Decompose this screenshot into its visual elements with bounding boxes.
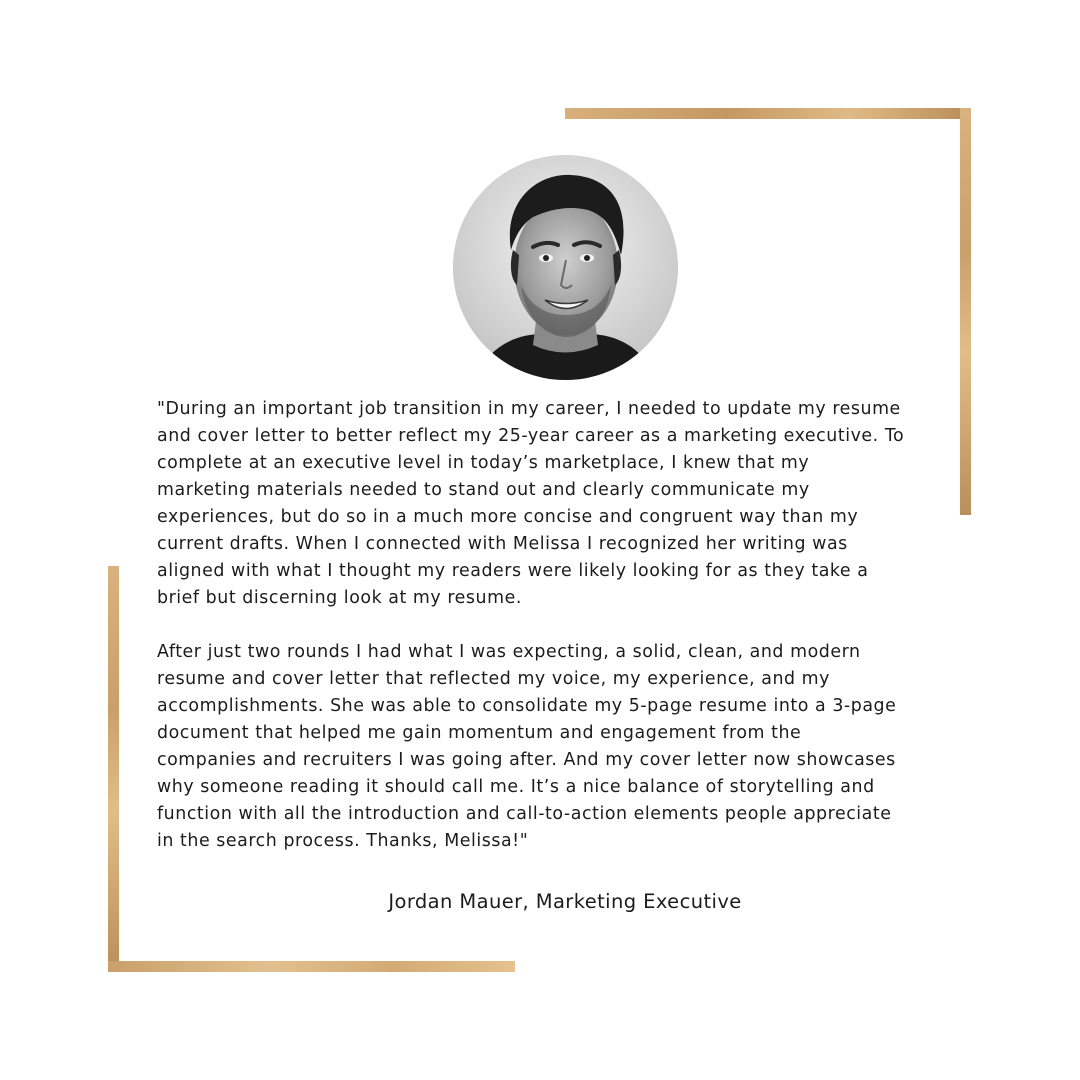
portrait-photo-icon [453,155,678,380]
gold-frame-right [960,108,971,515]
gold-frame-left [108,566,119,972]
testimonial-attribution: Jordan Mauer, Marketing Executive [388,890,742,913]
testimonial-paragraph-1: "During an important job transition in my career, I needed to update my resume and cover letter to better reflect my 25-year career as a marketing executive. To complete at an executive level in today’s marketplace, I knew that my marketing materials needed to stand out and clearly communicate my experiences, but do so in a much more concise and congruent way than my current drafts. When I connected with Melissa I recognized her writing was aligned with what I thought my readers were likely looking for as they take a brief but discerning look at my resume. [157,399,905,608]
avatar [453,155,678,380]
testimonial-paragraph-2: After just two rounds I had what I was expecting, a solid, clean, and modern resume and cover letter that reflected my voice, my experience, and my accomplishments. She was able to consolidate my 5-page resume into a 3-page document that helped me gain momentum and engagement from the companies and recruiters I was going after. And my cover letter now showcases why someone reading it should call me. It’s a nice balance of storytelling and function with all the introduction and call-to-action elements people appreciate in the search process. Thanks, Melissa!" [157,642,897,851]
gold-frame-bottom [108,961,515,972]
gold-frame-top [565,108,971,119]
testimonial-quote [157,396,937,855]
